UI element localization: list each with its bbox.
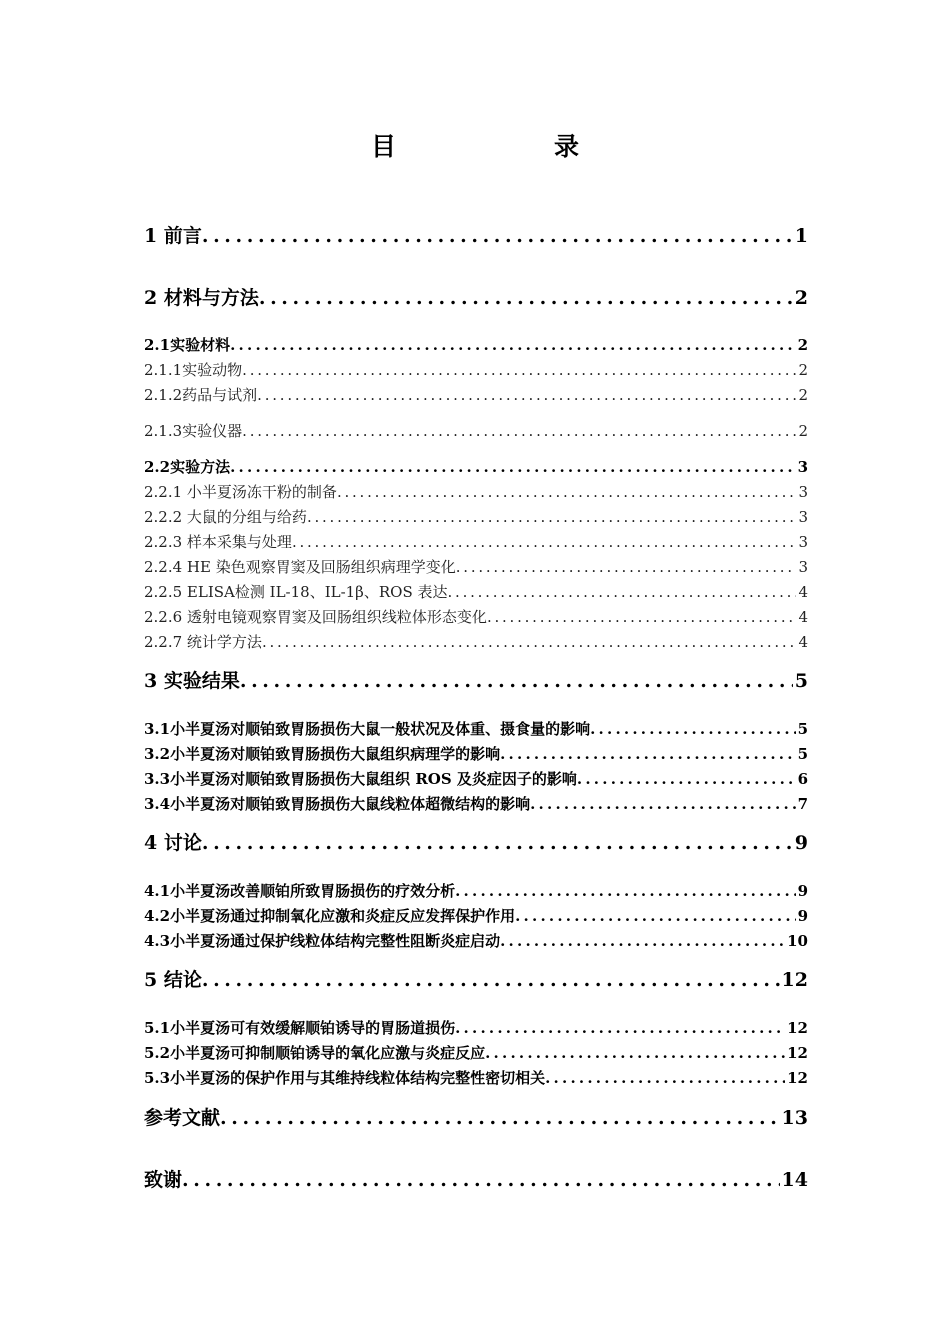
- toc-entry-title: 3.2小半夏汤对顺铂致胃肠损伤大鼠组织病理学的影响: [144, 745, 501, 763]
- toc-entry-title: 2.1实验材料: [144, 336, 231, 354]
- toc-leader-dots: [530, 795, 795, 813]
- toc-entry[interactable]: [144, 334, 808, 355]
- toc-leader-dots: [545, 1069, 785, 1087]
- toc-entry-title: 3 实验结果: [144, 670, 240, 692]
- toc-entry[interactable]: [144, 420, 808, 441]
- toc-leader-dots: [259, 287, 793, 309]
- toc-entry-page-number: 5: [794, 670, 808, 692]
- toc-entry-title: 5.2小半夏汤可抑制顺铂诱导的氧化应激与炎症反应: [144, 1044, 486, 1062]
- toc-entry-page-number: 12: [787, 1069, 808, 1087]
- toc-entry-title: 2.1.1实验动物: [144, 361, 243, 379]
- toc-leader-dots: [262, 633, 797, 651]
- toc-leader-dots: [448, 583, 797, 601]
- toc-leader-dots: [456, 558, 797, 576]
- toc-entry-title: 3.3小半夏汤对顺铂致胃肠损伤大鼠组织 ROS 及炎症因子的影响: [144, 770, 577, 788]
- toc-entry-title: 2.2.4 HE 染色观察胃窦及回肠组织病理学变化: [144, 558, 456, 576]
- toc-entry-page-number: 2: [798, 386, 808, 404]
- toc-entry-page-number: 2: [794, 287, 808, 309]
- toc-entry[interactable]: [144, 768, 808, 789]
- toc-entry-title: 2.2.3 样本采集与处理: [144, 533, 292, 551]
- toc-entry-title: 致谢: [144, 1169, 183, 1191]
- toc-entry-page-number: 3: [797, 458, 808, 476]
- toc-entry-title: 2.2.1 小半夏汤冻干粉的制备: [144, 483, 337, 501]
- toc-entry-title: 5.3小半夏汤的保护作用与其维持线粒体结构完整性密切相关: [144, 1069, 546, 1087]
- toc-entry[interactable]: [144, 793, 808, 814]
- toc-entry-page-number: 3: [798, 508, 808, 526]
- toc-entry-page-number: 9: [794, 832, 808, 854]
- toc-entry-title: 2.1.2药品与试剂: [144, 386, 258, 404]
- toc-entry[interactable]: [144, 1017, 808, 1038]
- toc-entry-page-number: 1: [794, 225, 808, 247]
- toc-entry[interactable]: [144, 581, 808, 602]
- toc-entry-page-number: 3: [798, 533, 808, 551]
- toc-leader-dots: [240, 670, 793, 692]
- toc-leader-dots: [337, 483, 797, 501]
- toc-entry[interactable]: [144, 880, 808, 901]
- toc-entry-title: 5.1小半夏汤可有效缓解顺铂诱导的胃肠道损伤: [144, 1019, 456, 1037]
- toc-leader-dots: [577, 770, 796, 788]
- toc-entry[interactable]: [144, 905, 808, 926]
- toc-entry-page-number: 5: [797, 720, 808, 738]
- toc-entry-page-number: 2: [797, 336, 808, 354]
- toc-entry-title: 4.3小半夏汤通过保护线粒体结构完整性阻断炎症启动: [144, 932, 501, 950]
- toc-entry[interactable]: [144, 1067, 808, 1088]
- toc-entry[interactable]: [144, 384, 808, 405]
- toc-leader-dots: [455, 882, 795, 900]
- toc-entry-title: 3.1小半夏汤对顺铂致胃肠损伤大鼠一般状况及体重、摄食量的影响: [144, 720, 591, 738]
- toc-entry-title: 1 前言: [144, 225, 202, 247]
- toc-leader-dots: [202, 969, 780, 991]
- toc-entry-title: 4.1小半夏汤改善顺铂所致胃肠损伤的疗效分析: [144, 882, 456, 900]
- toc-leader-dots: [292, 533, 797, 551]
- toc-entry[interactable]: [144, 531, 808, 552]
- toc-entry-title: 5 结论: [144, 969, 202, 991]
- toc-leader-dots: [202, 225, 793, 247]
- toc-entry-title: 2.2.5 ELISA检测 IL-18、IL-1β、ROS 表达: [144, 583, 448, 601]
- toc-title: 目 录: [370, 132, 615, 161]
- toc-entry-page-number: 12: [787, 1044, 808, 1062]
- toc-entry[interactable]: [144, 1042, 808, 1063]
- toc-entry[interactable]: [144, 1165, 808, 1191]
- toc-entry-page-number: 13: [781, 1107, 808, 1129]
- toc-entry-title: 2 材料与方法: [144, 287, 259, 309]
- toc-entry-page-number: 14: [781, 1169, 808, 1191]
- toc-entry-page-number: 6: [797, 770, 808, 788]
- toc-entry-title: 3.4小半夏汤对顺铂致胃肠损伤大鼠线粒体超微结构的影响: [144, 795, 531, 813]
- toc-leader-dots: [257, 386, 796, 404]
- toc-entry-page-number: 9: [797, 882, 808, 900]
- toc-entry-page-number: 2: [798, 422, 808, 440]
- toc-entry-page-number: 5: [797, 745, 808, 763]
- toc-leader-dots: [515, 907, 795, 925]
- toc-entry[interactable]: [144, 743, 808, 764]
- toc-entry-page-number: 12: [781, 969, 808, 991]
- toc-entry[interactable]: [144, 930, 808, 951]
- toc-entry[interactable]: [144, 965, 808, 991]
- toc-entry-title: 2.1.3实验仪器: [144, 422, 243, 440]
- toc-entry-page-number: 3: [798, 558, 808, 576]
- toc-entry[interactable]: [144, 506, 808, 527]
- toc-entry[interactable]: [144, 221, 808, 247]
- toc-entry-title: 2.2.2 大鼠的分组与给药: [144, 508, 307, 526]
- toc-entry[interactable]: [144, 828, 808, 854]
- toc-entry-page-number: 9: [797, 907, 808, 925]
- toc-entry-page-number: 12: [787, 1019, 808, 1037]
- toc-leader-dots: [242, 422, 796, 440]
- toc-leader-dots: [230, 336, 795, 354]
- toc-leader-dots: [455, 1019, 785, 1037]
- toc-entry-title: 4.2小半夏汤通过抑制氧化应激和炎症反应发挥保护作用: [144, 907, 516, 925]
- toc-entry[interactable]: [144, 556, 808, 577]
- toc-leader-dots: [307, 508, 797, 526]
- toc-entry[interactable]: [144, 481, 808, 502]
- toc-entry-title: 参考文献: [144, 1107, 221, 1129]
- toc-entry-page-number: 4: [798, 633, 808, 651]
- toc-leader-dots: [485, 1044, 785, 1062]
- toc-leader-dots: [202, 832, 793, 854]
- toc-entry-title: 2.2.6 透射电镜观察胃窦及回肠组织线粒体形态变化: [144, 608, 487, 626]
- toc-leader-dots: [182, 1169, 780, 1191]
- toc-leader-dots: [590, 720, 795, 738]
- toc-entry-page-number: 4: [798, 583, 808, 601]
- toc-leader-dots: [230, 458, 795, 476]
- toc-entry-title: 2.2实验方法: [144, 458, 231, 476]
- toc-entry-page-number: 10: [787, 932, 808, 950]
- toc-entry[interactable]: [144, 283, 808, 309]
- toc-leader-dots: [220, 1107, 780, 1129]
- toc-entry-page-number: 2: [798, 361, 808, 379]
- toc-leader-dots: [242, 361, 796, 379]
- toc-leader-dots: [500, 745, 795, 763]
- toc-entry[interactable]: [144, 666, 808, 692]
- toc-entry[interactable]: [144, 606, 808, 627]
- toc-leader-dots: [500, 932, 785, 950]
- toc-entry-title: 2.2.7 统计学方法: [144, 633, 262, 651]
- toc-entry-title: 4 讨论: [144, 832, 202, 854]
- toc-leader-dots: [487, 608, 797, 626]
- toc-entry[interactable]: [144, 456, 808, 477]
- toc-entry-page-number: 7: [797, 795, 808, 813]
- toc-entry-page-number: 3: [798, 483, 808, 501]
- toc-entry[interactable]: [144, 1103, 808, 1129]
- toc-entry[interactable]: [144, 718, 808, 739]
- toc-entry-page-number: 4: [798, 608, 808, 626]
- toc-entry[interactable]: [144, 359, 808, 380]
- toc-entry[interactable]: [144, 631, 808, 652]
